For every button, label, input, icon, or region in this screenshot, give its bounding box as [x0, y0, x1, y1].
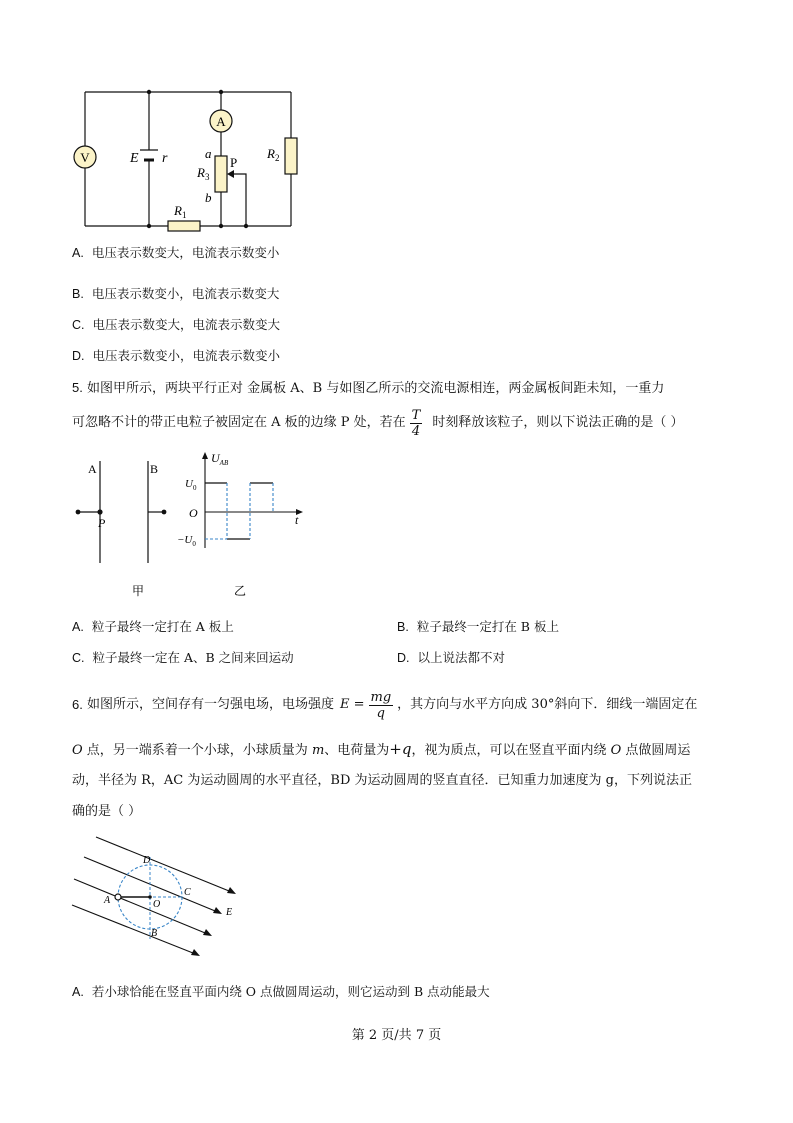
node-a-label: a: [205, 146, 212, 161]
r2-resistor: [285, 138, 297, 174]
r1-resistor: [168, 221, 200, 231]
figure-jia-caption: 甲: [132, 584, 145, 598]
slider-p-label: P: [230, 155, 238, 170]
point-d-label: D: [143, 855, 151, 866]
origin-label: O: [189, 506, 198, 520]
field-e-label: E: [226, 907, 233, 918]
q4-option-b: B. 电压表示数变小，电流表示数变大: [72, 286, 280, 301]
q4-option-a: A. 电压表示数变大，电流表示数变小: [72, 245, 280, 260]
u0-label: $U_0$: [185, 478, 197, 492]
q6-formula-fraction: $\frac{mg}{q}$: [370, 689, 392, 721]
ball: [115, 894, 121, 900]
r3-label: $R_3$: [197, 165, 210, 182]
point-b-label: B: [151, 928, 158, 939]
voltmeter-label: V: [80, 150, 90, 165]
q6-stem-line3: 动，半径为 R，AC 为运动圆周的水平直径，BD 为运动圆周的竖直直径．已知重力加速度为 g，下列说法正: [72, 773, 692, 788]
figure-yi-caption: 乙: [234, 584, 247, 598]
point-o-label: O: [153, 899, 161, 910]
ammeter-label: A: [216, 114, 226, 129]
q5-stem-line1: 5. 如图甲所示，两块平行正对 金属板 A、B 与如图乙所示的交流电源相连，两金属板间距未知，一重力: [72, 380, 665, 396]
q6-option-a: A. 若小球恰能在竖直平面内绕 O 点做圆周运动，则它运动到 B 点动能最大: [72, 984, 490, 999]
q5-option-b: B. 粒子最终一定打在 B 板上: [397, 619, 559, 634]
q6-stem-line1: 6. 如图所示，空间存有一匀强电场，电场强度 E = $\frac{mg}{q}$ ，其方向与水平方向成 30°斜向下．细线一端固定在: [72, 689, 698, 721]
figure-jia-plates: [70, 455, 180, 605]
q5-option-c: C. 粒子最终一定在 A、B 之间来回运动: [72, 650, 294, 665]
r2-label: $R_2$: [267, 146, 280, 163]
q5-stem-line2: 可忽略不计的带正电粒子被固定在 A 板的边缘 P 处，若在 $\frac{T}{4}$ 时刻释放该粒子，则以下说法正确的是（ ）: [72, 407, 684, 439]
point-a-label: A: [104, 895, 111, 906]
q5-fraction: $\frac{T}{4}$: [411, 407, 421, 439]
circuit-diagram: [60, 80, 320, 240]
r1-label: $R_1$: [174, 203, 187, 220]
q4-option-c: C. 电压表示数变大，电流表示数变大: [72, 317, 281, 332]
plate-a-label: A: [88, 462, 97, 476]
node-b-label: b: [205, 190, 212, 205]
q4-option-d: D. 电压表示数变小，电流表示数变小: [72, 348, 281, 363]
q5-option-d: D. 以上说法都不对: [397, 650, 506, 665]
point-c-label: C: [184, 887, 191, 898]
neg-u0-label: $-U_0$: [177, 534, 196, 548]
figure-yi-waveform: [175, 448, 315, 605]
q6-stem-line4: 确的是（ ）: [72, 804, 142, 819]
emf-label: E: [130, 151, 139, 166]
t-axis-label: t: [295, 513, 299, 527]
q5-option-a: A. 粒子最终一定打在 A 板上: [72, 619, 234, 634]
figure-field-circle: [70, 835, 250, 975]
r3-resistor: [215, 156, 227, 192]
y-axis-label: $U_{AB}$: [211, 451, 229, 467]
internal-r-label: r: [162, 151, 168, 166]
point-p-label: P: [98, 516, 106, 530]
slider-arrow-icon: [227, 170, 234, 178]
q6-stem-line2: O 点，另一端系着一个小球，小球质量为 m、电荷量为+q，视为质点，可以在竖直平面内绕 O 点做圆周运: [72, 740, 691, 758]
page-footer: 第 2 页/共 7 页: [351, 1028, 442, 1043]
plate-b-label: B: [150, 462, 159, 476]
